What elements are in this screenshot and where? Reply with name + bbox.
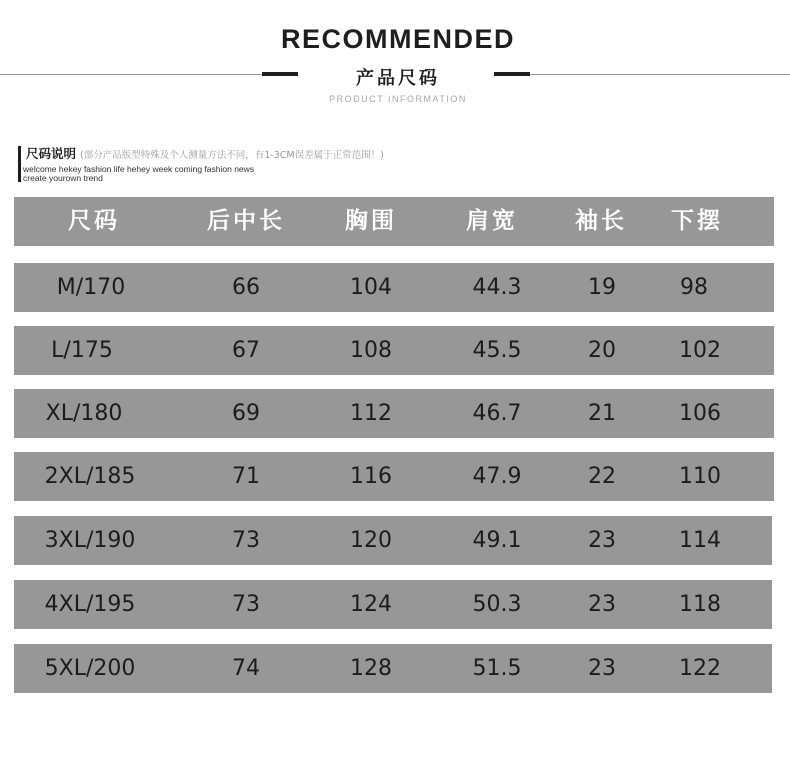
cell-back-length: 73 xyxy=(232,528,260,553)
cell-chest: 104 xyxy=(350,275,392,300)
section-title: 产品尺码 xyxy=(356,68,440,89)
cell-shoulder: 51.5 xyxy=(472,656,522,681)
cell-chest: 124 xyxy=(350,592,392,617)
cell-chest: 128 xyxy=(350,656,392,681)
cell-sleeve: 23 xyxy=(588,592,616,617)
table-row xyxy=(14,580,772,629)
cell-back-length: 67 xyxy=(232,338,260,363)
cell-back-length: 66 xyxy=(232,275,260,300)
cell-shoulder: 46.7 xyxy=(472,401,522,426)
cell-chest: 108 xyxy=(350,338,392,363)
cell-size: 5XL/200 xyxy=(44,656,136,681)
cell-back-length: 74 xyxy=(232,656,260,681)
cell-size: L/175 xyxy=(51,338,113,363)
cell-hem: 114 xyxy=(679,528,721,553)
column-header-back-length: 后中长 xyxy=(207,208,285,234)
cell-sleeve: 23 xyxy=(588,656,616,681)
column-header-hem: 下摆 xyxy=(671,208,723,234)
note-english-line-2: create yourown trend xyxy=(23,173,103,183)
cell-hem: 118 xyxy=(679,592,721,617)
cell-hem: 110 xyxy=(679,464,721,489)
cell-shoulder: 49.1 xyxy=(472,528,522,553)
cell-sleeve: 23 xyxy=(588,528,616,553)
cell-shoulder: 45.5 xyxy=(472,338,522,363)
size-note-subtitle: (部分产品版型特殊及个人测量方法不同，有1-3CM误差属于正常范围！) xyxy=(80,150,384,161)
table-row xyxy=(14,326,774,375)
table-row xyxy=(14,452,774,501)
table-header-row xyxy=(14,197,774,246)
cell-size: 4XL/195 xyxy=(44,592,136,617)
cell-sleeve: 21 xyxy=(588,401,616,426)
cell-shoulder: 47.9 xyxy=(472,464,522,489)
size-note xyxy=(26,144,384,162)
note-accent-bar xyxy=(18,146,21,182)
table-row xyxy=(14,516,772,565)
cell-hem: 102 xyxy=(679,338,721,363)
divider-right-accent xyxy=(494,72,530,76)
size-note-title: 尺码说明 xyxy=(26,146,77,161)
cell-sleeve: 19 xyxy=(588,275,616,300)
cell-shoulder: 50.3 xyxy=(472,592,522,617)
cell-chest: 116 xyxy=(350,464,392,489)
cell-sleeve: 22 xyxy=(588,464,616,489)
column-header-size: 尺码 xyxy=(68,208,120,234)
cell-hem: 122 xyxy=(679,656,721,681)
cell-size: XL/180 xyxy=(45,401,123,426)
cell-sleeve: 20 xyxy=(588,338,616,363)
table-row xyxy=(14,389,774,438)
cell-size: M/170 xyxy=(56,275,126,300)
cell-back-length: 73 xyxy=(232,592,260,617)
cell-hem: 106 xyxy=(679,401,721,426)
cell-chest: 112 xyxy=(350,401,392,426)
column-header-shoulder: 肩宽 xyxy=(466,208,518,234)
column-header-chest: 胸围 xyxy=(345,208,397,234)
cell-size: 2XL/185 xyxy=(44,464,136,489)
cell-back-length: 69 xyxy=(232,401,260,426)
cell-size: 3XL/190 xyxy=(44,528,136,553)
table-row xyxy=(14,644,772,693)
page-title: RECOMMENDED xyxy=(280,24,515,54)
cell-back-length: 71 xyxy=(232,464,260,489)
cell-shoulder: 44.3 xyxy=(472,275,522,300)
divider-right xyxy=(530,74,790,75)
note-english-line-1: welcome hekey fashion life hehey week coming fashion news xyxy=(23,164,255,174)
cell-hem: 98 xyxy=(680,275,708,300)
cell-chest: 120 xyxy=(350,528,392,553)
section-subtitle: PRODUCT INFORMATION xyxy=(329,94,467,104)
table-row xyxy=(14,263,774,312)
column-header-sleeve: 袖长 xyxy=(575,208,627,234)
